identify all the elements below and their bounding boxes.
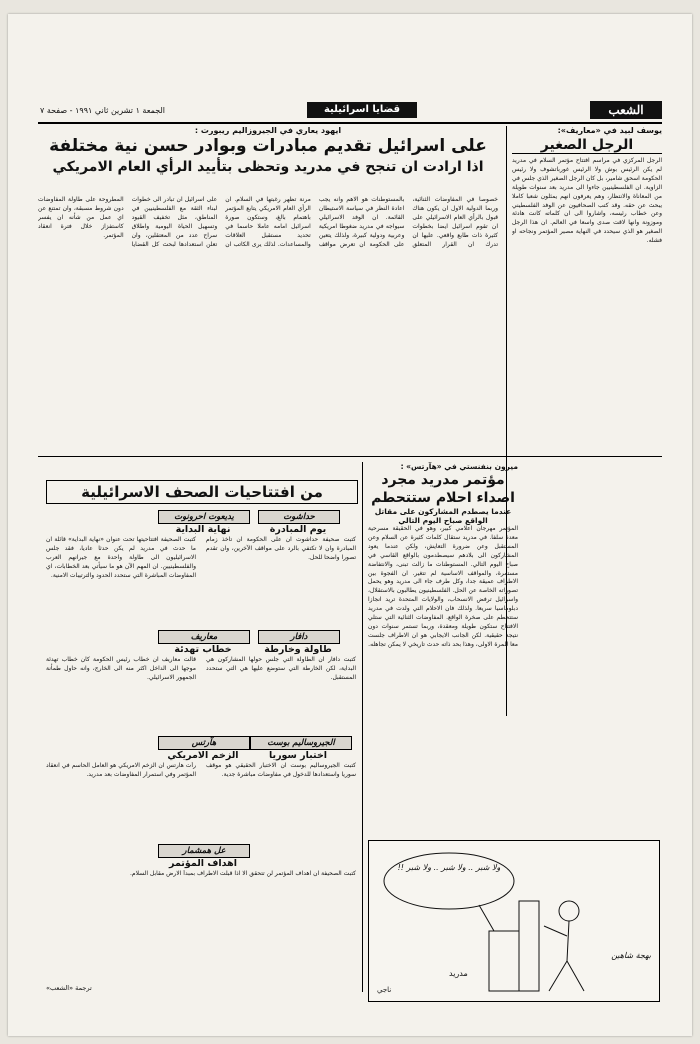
paper-tag-5: هآرتس: [158, 736, 250, 750]
item-body-3: قالت معاريف ان خطاب رئيس الحكومة كان خطاب تهدئة موجها الى الداخل اكثر منه الى الخارج، وانه حاول طمأنة الجمهور الاسرائيلي.: [46, 656, 196, 681]
press-box-title: من افتتاحيات الصحف الاسرائيلية: [46, 480, 358, 504]
item-body-1: كتبت الصحيفة افتتاحيتها تحت عنوان «نهاية البداية» قائلة ان ما حدث في مدريد لم يكن حدثا عاديا، فقد جلس الاسرائيليون الى طاولة واحدة مع جيرانهم العرب والفلسطينيين. ان المهم الآن هو ما سيأتي بعد الخطابات، اي المفاوضات المباشرة التي ستحدد الحدود والترتيبات الامنية.: [46, 536, 196, 579]
item-body-5: رأت هآرتس ان الزخم الامريكي هو العامل الحاسم في انعقاد المؤتمر وفي استمرار المفاوضات بعد مدريد.: [46, 762, 196, 778]
newspaper-logo: الشعب: [590, 101, 662, 119]
editorial-cartoon: [368, 840, 660, 1002]
cartoon-artist: بهجة شاهين: [611, 951, 651, 960]
paper-tag-4: دافار: [258, 630, 340, 644]
main-headline-block: [38, 126, 498, 177]
item-body-7: كتبت الصحيفة ان اهداف المؤتمر لن تتحقق الا اذا قبلت الاطراف بمبدأ الارض مقابل السلام.: [129, 870, 356, 877]
mid-headline: مؤتمر مدريد مجرد اصداء احلام ستتحطم: [371, 472, 515, 506]
item-body-6: كتبت الجيروساليم بوست ان الاختبار الحقيقي هو موقف سوريا واستعدادها للدخول في مفاوضات مباشرة جدية.: [206, 762, 356, 778]
item-title-7: اهداف المؤتمر: [169, 858, 237, 869]
page-content: [38, 100, 662, 1005]
main-headline: على اسرائيل تقديم مبادرات وبوادر حسن نية مختلفة: [49, 136, 487, 156]
item-title-1: نهاية البداية: [175, 524, 231, 535]
main-subheadline: اذا ارادت ان تنجح في مدريد وتحظى بتأييد الرأي العام الامريكي: [52, 159, 484, 175]
story-title: الرجل الصغير: [512, 137, 662, 154]
item-title-2: يوم المبادرة: [269, 524, 327, 535]
section-title: قضايا اسرائيلية: [307, 102, 417, 118]
cartoon-signature: ناجي: [377, 986, 392, 994]
paper-tag-3: معاريف: [158, 630, 250, 644]
story-body: الرجل المركزي في مراسم افتتاح مؤتمر السلام في مدريد لم يكن الرئيس بوش ولا الرئيس غورباتشوف ولا رئيس الحكومة اسحق شامير، بل كان الرجل الصغير الذي جلس في الزاوية. ان الفلسطينيين جاءوا الى مدريد بعد سنوات طويلة من المعاناة والانتظار، وهم يعرفون انهم يمثلون شعبا كاملا يبحث عن حقه. وقد كتب الصحافيون عن الوفد الفلسطيني وعن خطاب رئيسه، واشاروا الى ان كلماته كانت هادئة وموزونة وانها لاقت صدى واسعا في العالم. ان هذا الرجل الصغير هو الذي سيحدد في النهاية مصير المؤتمر ونجاحه او فشله.: [512, 157, 662, 245]
item-title-5: الزخم الامريكي: [167, 750, 239, 761]
newspaper-page: [8, 14, 692, 1036]
translation-credit: ترجمة «الشعب»: [46, 984, 92, 992]
left-story: [512, 126, 662, 716]
story-byline: يوسف لبيد في «معاريف»:: [557, 126, 662, 135]
item-title-4: طاولة وخارطة: [264, 644, 332, 655]
main-body-text: خصوصا في المفاوضات الثنائية، وربما الدولية الاول ان يكون هناك قبول بالرأي العام الاسرائيلي على ان تقوم اسرائيل ايضا بخطوات كثيرة ذات طابع واقعي. عليها ان تدرك ان القرار المتعلق بالمستوطنات هو الاهم وانه يجب اعادة النظر في سياسة الاستيطان القائمة. ان الوفد الاسرائيلي سيواجه في مدريد ضغوطا امريكية وعربية ودولية كبيرة، ولذلك يتعين على الحكومة ان تعرض مواقف مرنة تظهر رغبتها في السلام. ان الرأي العام الامريكي يتابع المؤتمر باهتمام بالغ، وستكون صورة اسرائيل امامه عاملا حاسما في تحديد مستقبل العلاقات والمساعدات. لذلك يرى الكاتب ان على اسرائيل ان تبادر الى خطوات لبناء الثقة مع الفلسطينيين في المناطق، مثل تخفيف القيود وتسهيل الحياة اليومية واطلاق سراح عدد من المعتقلين، وان تعلن استعدادها لبحث كل القضايا المطروحة على طاولة المفاوضات دون شروط مسبقة، وان تمتنع عن اي عمل من شأنه ان يفسر كاستفزاز خلال فترة انعقاد المؤتمر.: [38, 196, 498, 248]
paper-tag-7: عل همشمار: [158, 844, 250, 858]
main-story-body: [38, 196, 498, 451]
mid-byline: ميرون بنفنستي في «هآرتس» :: [400, 462, 518, 471]
issue-date: الجمعة ١ تشرين ثاني ١٩٩١ - صفحة ٧: [40, 106, 166, 115]
item-title-6: اختبار سوريا: [268, 750, 328, 761]
mid-body: المؤتمر مهرجان اعلامي كبير، وهو في الحقيقة مسرحية معدة سلفا. في مدريد ستقال كلمات كثيرة عن السلام وعن المستقبل وعن ضرورة التعايش، ولكن عندما يعود المشاركون الى بلادهم سيصطدمون بالواقع القاسي في صباح اليوم التالي. المستوطنات ما زالت تبنى، والانتفاضة مستمرة، والمواقف الاساسية لم تتغير. ان الفجوة بين الاطراف عميقة جدا، وكل طرف جاء الى مدريد وهو يحمل تصوراته الخاصة عن الحل. الفلسطينيون يطالبون بالاستقلال، واسرائيل ترفض الانسحاب، والولايات المتحدة تريد انجازا دبلوماسيا سريعا. ولذلك فان الاحلام التي ولدت في مدريد ستتحطم على صخرة الواقع. المفاوضات الثنائية التي ستلي الافتتاح ستكون طويلة ومعقدة، وربما تستمر سنوات دون نتيجة حقيقية. لكن الجانب الايجابي هو ان الاطراف جلست معا للمرة الاولى، وهذا بحد ذاته حدث تاريخي لا يمكن تجاهله.: [368, 525, 518, 648]
page-header: [38, 100, 662, 124]
paper-tag-1: يديعوت احرونوت: [158, 510, 250, 524]
paper-tag-6: الجيروساليم بوست: [250, 736, 352, 750]
cartoon-sign: مدريد: [449, 969, 468, 978]
item-title-3: خطاب تهدئة: [174, 644, 232, 655]
item-body-4: كتبت دافار ان الطاولة التي جلس حولها المشاركون هي البداية، لكن الخارطة التي ستوضع عليها هي التي ستحدد المستقبل.: [206, 656, 356, 681]
paper-tag-2: حداشوت: [258, 510, 340, 524]
cartoon-speech: ولا شبر .. ولا شبر .. ولا شبر !!: [397, 863, 501, 872]
item-body-2: كتبت صحيفة حداشوت ان على الحكومة ان تأخذ زمام المبادرة وان لا تكتفي بالرد على مواقف الآخرين، وان تقدم تصورا واضحا للحل.: [206, 536, 356, 561]
main-kicker: ايهود يعاري في الجيروزاليم ريبورت :: [194, 126, 342, 135]
benvenisti-story: [368, 462, 518, 832]
mid-subheadline: عندما يصطدم المشاركون على مقاتل الواقع صباح اليوم التالي: [374, 507, 512, 525]
